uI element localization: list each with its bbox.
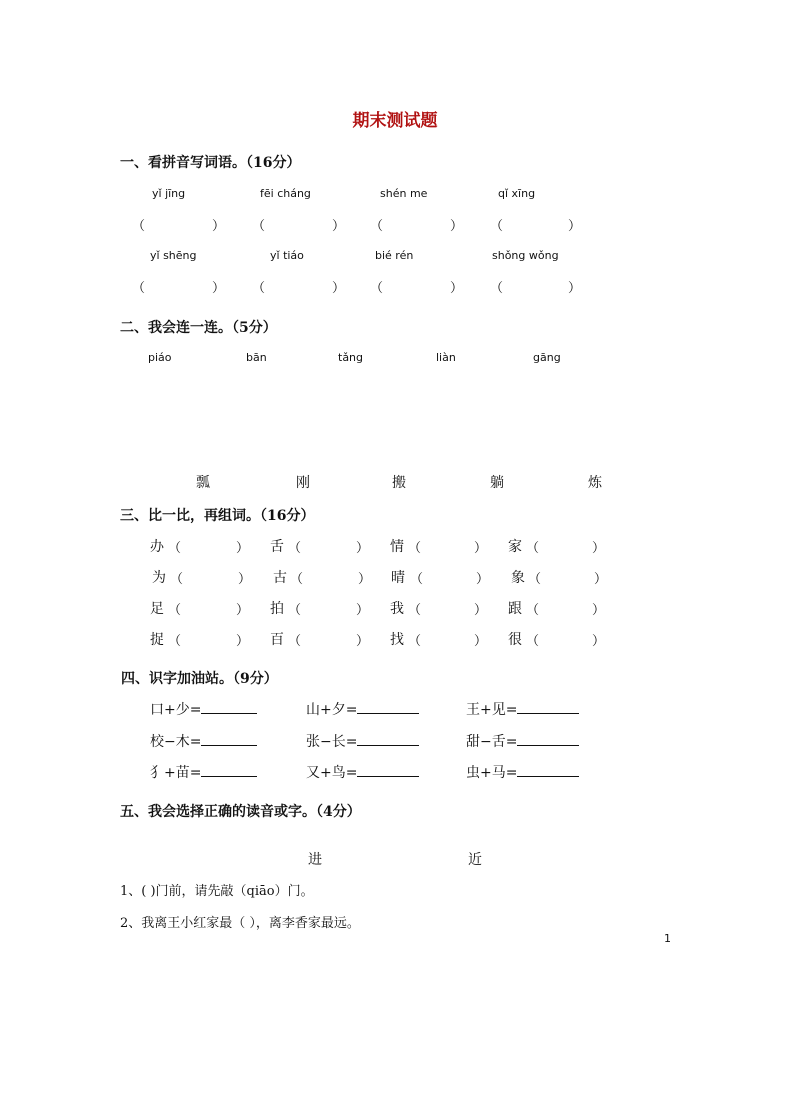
answer-paren-close: ）: [568, 219, 582, 234]
answer-paren-open: （: [290, 572, 304, 587]
answer-paren-close: ）: [236, 541, 250, 556]
answer-blank[interactable]: [357, 700, 419, 714]
section-3-heading: 三、比一比，再组词。（16分）: [120, 508, 315, 524]
answer-paren-close: ）: [474, 634, 488, 649]
answer-paren-open: （: [370, 219, 384, 234]
equation: [150, 762, 257, 782]
answer-paren-close: ）: [568, 281, 582, 296]
answer-paren-open: （: [408, 603, 422, 618]
equation: [466, 762, 579, 782]
answer-paren-close: ）: [332, 281, 346, 296]
pinyin-2-2: yǐ tiáo: [270, 249, 304, 262]
match-pinyin: tǎng: [338, 351, 364, 364]
pinyin-2-4: shǒng wǒng: [492, 249, 559, 262]
answer-paren-open: （: [168, 603, 182, 618]
match-char: 刚: [296, 475, 310, 491]
equation: [150, 731, 257, 751]
match-char: 躺: [490, 475, 504, 491]
equation: [306, 731, 419, 751]
page-number: 1: [664, 932, 671, 945]
answer-paren-close: ）: [594, 572, 608, 587]
answer-paren-open: （: [370, 281, 384, 296]
compare-char: 足: [150, 601, 164, 617]
answer-paren-open: （: [490, 281, 504, 296]
answer-paren-open: （: [168, 541, 182, 556]
answer-paren-close: ）: [358, 572, 372, 587]
pinyin-2-3: bié rén: [375, 249, 414, 262]
compare-char: 古: [273, 570, 287, 586]
compare-char: 情: [390, 539, 404, 555]
answer-paren-open: （: [170, 572, 184, 587]
compare-char: 为: [152, 570, 166, 586]
answer-paren-open: （: [528, 572, 542, 587]
answer-paren-open: （: [288, 541, 302, 556]
answer-paren-close: ）: [474, 603, 488, 618]
answer-blank[interactable]: [357, 732, 419, 746]
answer-paren-close: ）: [592, 603, 606, 618]
compare-char: 我: [390, 601, 404, 617]
answer-paren-open: （: [252, 281, 266, 296]
pinyin-1-2: fēi cháng: [260, 187, 311, 200]
equation: [150, 699, 257, 719]
section-4-heading: 四、识字加油站。（9分）: [121, 671, 278, 687]
answer-paren-open: （: [132, 281, 146, 296]
match-char: 搬: [392, 475, 406, 491]
compare-char: 很: [508, 632, 522, 648]
answer-paren-close: ）: [592, 634, 606, 649]
answer-paren-close: ）: [450, 281, 464, 296]
answer-paren-open: （: [288, 634, 302, 649]
answer-blank[interactable]: [201, 763, 257, 777]
compare-char: 跟: [508, 601, 522, 617]
answer-paren-close: ）: [356, 634, 370, 649]
equation-text: 张−长=: [306, 734, 358, 750]
answer-paren-open: （: [526, 634, 540, 649]
compare-char: 舌: [270, 539, 284, 555]
answer-paren-close: ）: [212, 219, 226, 234]
match-pinyin: bān: [246, 351, 267, 364]
equation-text: 校−木=: [150, 734, 202, 750]
match-pinyin: piáo: [148, 351, 172, 364]
answer-paren-open: （: [288, 603, 302, 618]
answer-blank[interactable]: [517, 700, 579, 714]
equation-text: 甜−舌=: [466, 734, 518, 750]
answer-blank[interactable]: [201, 732, 257, 746]
match-char: 瓢: [196, 475, 210, 491]
page-title: 期末测试题: [352, 111, 438, 131]
answer-paren-open: （: [132, 219, 146, 234]
pinyin-2-1: yǐ shēng: [150, 249, 197, 262]
question-1: 1、( )门前，请先敲（qiāo）门。: [120, 884, 314, 899]
answer-paren-close: ）: [450, 219, 464, 234]
compare-char: 找: [390, 632, 404, 648]
answer-paren-open: （: [526, 603, 540, 618]
equation: [306, 699, 419, 719]
compare-char: 象: [511, 570, 525, 586]
answer-paren-close: ）: [236, 634, 250, 649]
pinyin-1-3: shén me: [380, 187, 428, 200]
equation-text: 虫+马=: [466, 765, 518, 781]
answer-paren-close: ）: [356, 603, 370, 618]
equation-text: 又+鸟=: [306, 765, 358, 781]
answer-paren-open: （: [408, 634, 422, 649]
equation-text: 山+夕=: [306, 702, 358, 718]
pinyin-1-4: qǐ xīng: [498, 187, 536, 200]
answer-blank[interactable]: [517, 732, 579, 746]
equation: [466, 731, 579, 751]
equation: [466, 699, 579, 719]
answer-paren-close: ）: [356, 541, 370, 556]
section-2-heading: 二、我会连一连。（5分）: [120, 320, 277, 336]
answer-paren-close: ）: [212, 281, 226, 296]
compare-char: 百: [270, 632, 284, 648]
answer-blank[interactable]: [201, 700, 257, 714]
option-char: 进: [308, 852, 322, 868]
answer-paren-open: （: [408, 541, 422, 556]
compare-char: 拍: [270, 601, 284, 617]
match-pinyin: gāng: [533, 351, 561, 364]
answer-paren-open: （: [526, 541, 540, 556]
equation-text: 口+少=: [150, 702, 202, 718]
compare-char: 办: [150, 539, 164, 555]
answer-blank[interactable]: [357, 763, 419, 777]
answer-paren-close: ）: [592, 541, 606, 556]
equation-text: 犭+苗=: [150, 765, 202, 781]
answer-blank[interactable]: [517, 763, 579, 777]
answer-paren-close: ）: [238, 572, 252, 587]
compare-char: 家: [508, 539, 522, 555]
answer-paren-close: ）: [236, 603, 250, 618]
section-5-heading: 五、我会选择正确的读音或字。（4分）: [120, 804, 361, 820]
option-char: 近: [468, 852, 482, 868]
answer-paren-open: （: [252, 219, 266, 234]
answer-paren-open: （: [410, 572, 424, 587]
compare-char: 捉: [150, 632, 164, 648]
answer-paren-close: ）: [332, 219, 346, 234]
match-pinyin: liàn: [436, 351, 456, 364]
equation-text: 王+见=: [466, 702, 518, 718]
match-char: 炼: [588, 475, 602, 491]
question-2: 2、我离王小红家最（ ），离李香家最远。: [120, 916, 360, 931]
answer-paren-open: （: [490, 219, 504, 234]
section-1-heading: 一、看拼音写词语。（16分）: [120, 155, 301, 171]
compare-char: 晴: [391, 570, 405, 586]
answer-paren-close: ）: [474, 541, 488, 556]
answer-paren-open: （: [168, 634, 182, 649]
equation: [306, 762, 419, 782]
answer-paren-close: ）: [476, 572, 490, 587]
pinyin-1-1: yǐ jīng: [152, 187, 186, 200]
